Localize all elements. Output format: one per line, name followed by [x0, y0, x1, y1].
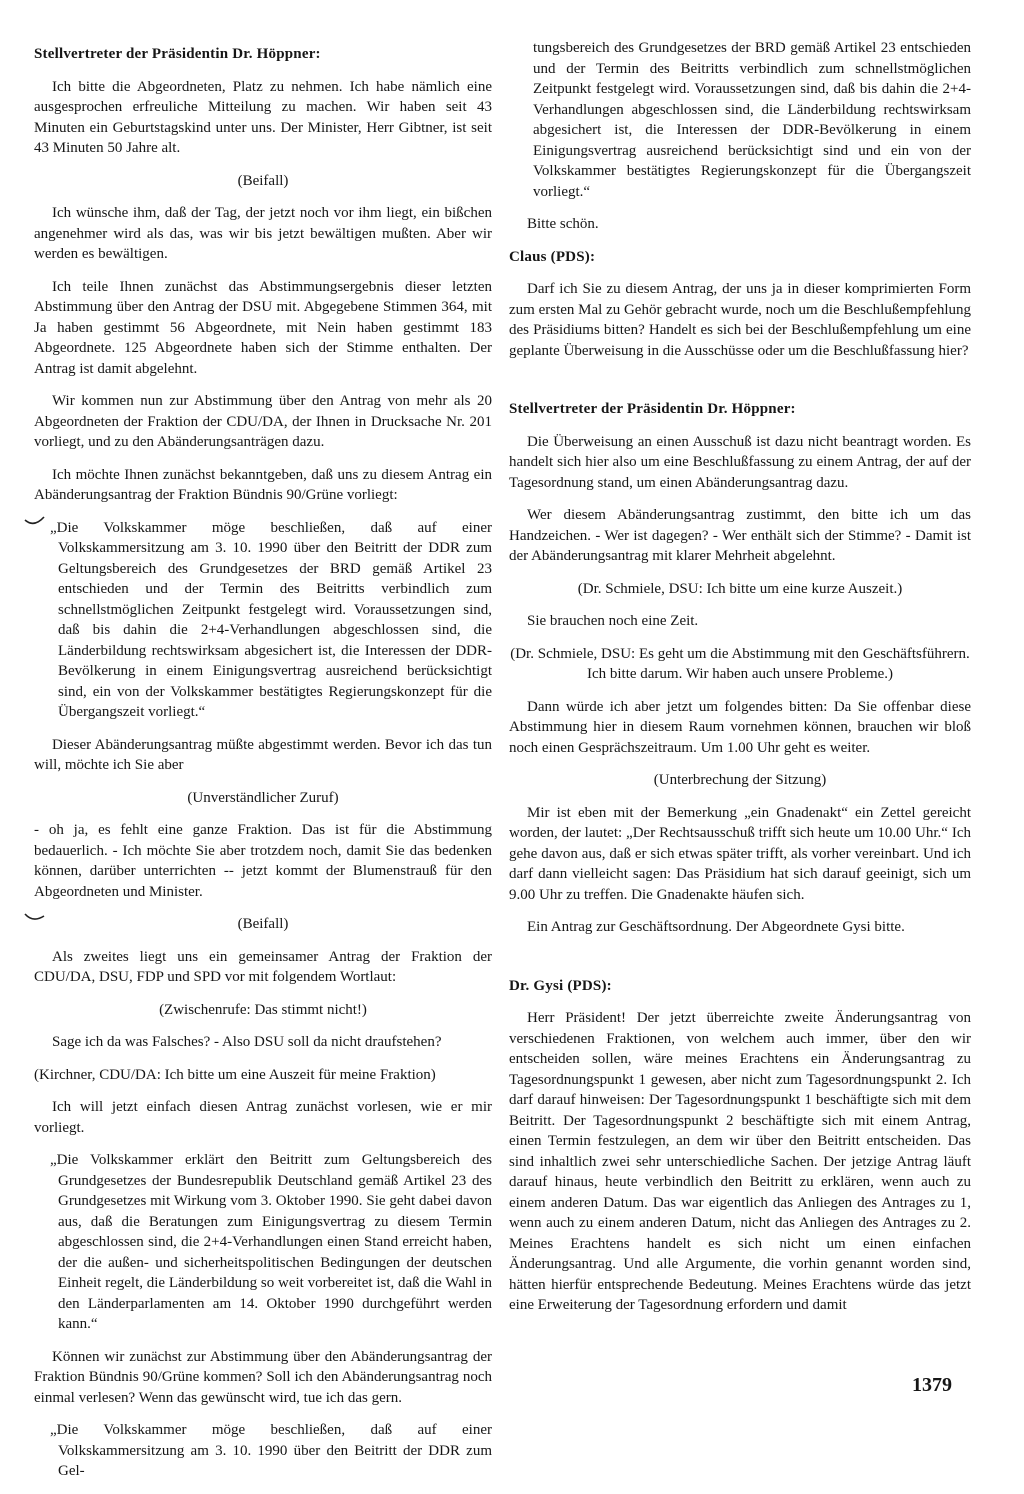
paragraph: Ich wünsche ihm, daß der Tag, der jetzt noch vor ihm liegt, ein bißchen angenehmer wird als das, was wir bis jetzt bewältigen mußten. Aber wir werden es bewältigen.	[34, 205, 492, 262]
paragraph: Herr Präsident! Der jetzt überreichte zweite Änderungsantrag von verschiedenen Fraktionen, von welchem auch immer, über den wir entscheiden sollen, wäre meines Erachtens ein Änderungsantrag zu Tagesordnungspunkt 1 gewesen, aber nicht zum Tagesordnungspunkt 2. Ich darf darauf hinweisen: Der Tagesordnungspunkt 1 beschäftigte sich mit dem Beitritt. Der Tagesordnungspunkt 2 beschäftigte sich mit einem Antrag, einen Termin festzulegen, an dem wir über den Beitritt entscheiden. Das sind inhaltlich zwei sehr unterschiedliche Sachen. Der jetzige Antrag läuft darauf hinaus, heute verbindlich den Beitritt zu erklären, wenn auch zu einem anderen Datum. Das war eigentlich das Anliegen des Antrages zu 1, wenn auch zu einem anderen Datum, nicht das Anliegen des Antrages zu 2. Meines Erachtens handelt es sich nicht um einen einfachen Änderungsantrag. Und alle Argumente, die vorhin genannt worden sind, hätten hierfür entsprechende Bedeutung. Meines Erachtens würde das jetzt eine Erweiterung der Tagesordnung erfordern und damit	[509, 1010, 971, 1313]
paragraph: Ich möchte Ihnen zunächst bekanntgeben, daß uns zu diesem Antrag ein Abänderungsantrag der Fraktion Bündnis 90/Grüne vorliegt:	[34, 466, 492, 503]
paragraph: Wir kommen nun zur Abstimmung über den Antrag von mehr als 20 Abgeordneten der Fraktion der CDU/DA, der Ihnen in Drucksache Nr. 201 vorliegt, und zu den Abänderungsanträgen dazu.	[34, 393, 492, 450]
speaker-heading: Stellvertreter der Präsidentin Dr. Höppner:	[34, 46, 321, 62]
paragraph: Bitte schön.	[527, 216, 599, 232]
paragraph: Sie brauchen noch eine Zeit.	[527, 613, 699, 629]
paragraph: Ein Antrag zur Geschäftsordnung. Der Abgeordnete Gysi bitte.	[527, 919, 905, 935]
stage-direction: (Beifall)	[237, 172, 289, 189]
quoted-motion: „Die Volkskammer möge beschließen, daß auf einer Volkskammersitzung am 3. 10. 1990 über den Beitritt der DDR zum Gel-	[50, 1422, 492, 1479]
interjection: (Kirchner, CDU/DA: Ich bitte um eine Auszeit für meine Fraktion)	[34, 1066, 436, 1083]
speaker-heading: Claus (PDS):	[509, 248, 596, 265]
margin-mark-icon	[24, 911, 46, 923]
page-number: 1379	[912, 1374, 952, 1396]
stage-direction: (Zwischenrufe: Das stimmt nicht!)	[159, 1001, 367, 1018]
paragraph: Sage ich da was Falsches? - Also DSU soll da nicht draufstehen?	[52, 1034, 442, 1050]
quoted-motion: „Die Volkskammer möge beschließen, daß auf einer Volkskammersitzung am 3. 10. 1990 über den Beitritt der DDR zum Geltungsbereich des Grundgesetzes der BRD gemäß Artikel 23 entschieden und der Termin des Beitritts verbindlich zum schnellstmöglichen Zeitpunkt festgelegt wird. Voraussetzungen sind, daß bis dahin die 2+4-Verhandlungen abgeschlossen sind, die Länderbildung rechtswirksam abgesichert ist, die Interessen der DDR-Bevölkerung in einem Einigungsvertrag ausreichend berücksichtigt sind, ein von der Volkskammer bestätigtes Regierungskonzept für die Übergangszeit vorliegt.“	[50, 519, 492, 720]
paragraph: Mir ist eben mit der Bemerkung „ein Gnadenakt“ ein Zettel gereicht worden, der lautet: „Der Rechtsausschuß trifft sich heute um 10.00 Uhr.“ Ich gehe davon aus, daß er sich etwas später trifft, als vorher vereinbart. Und ich darf dann vielleicht sagen: Das Präsidium hat sich darauf geeinigt, sich um 9.00 Uhr zu treffen. Die Gnadenakte häufen sich.	[509, 804, 971, 903]
paragraph: Ich teile Ihnen zunächst das Abstimmungsergebnis dieser letzten Abstimmung über den Antrag der DSU mit. Abgegebene Stimmen 364, mit Ja haben gestimmt 56 Abgeordnete, mit Nein haben gestimmt 183 Abgeordnete. 125 Abgeordnete haben sich der Stimme enthalten. Der Antrag ist damit abgelehnt.	[34, 278, 492, 377]
left-column	[34, 34, 492, 1494]
stage-direction: (Beifall)	[237, 916, 289, 932]
quoted-motion-continued: tungsbereich des Grundgesetzes der BRD gemäß Artikel 23 entschieden und der Termin des Beitritts verbindlich zum schnellstmöglichen Zeitpunkt festgelegt wird. Voraussetzungen sind, daß bis dahin die 2+4-Verhandlungen abgeschlossen sind, die Länderbildung rechtswirksam abgesichert ist, die Interessen der DDR-Bevölkerung in einem Einigungsvertrag ausreichend berücksichtigt sind und ein von der Volkskammer bestätigtes Regierungskonzept für die Übergangszeit vorliegt.“	[533, 40, 971, 200]
stage-direction: (Unterbrechung der Sitzung)	[653, 772, 827, 788]
quoted-motion: „Die Volkskammer erklärt den Beitritt zum Geltungsbereich des Grundgesetzes der Bundesrepublik Deutschland gemäß Artikel 23 des Grundgesetzes mit Wirkung vom 3. Oktober 1990. Sie geht dabei davon aus, daß die Beratungen zum Einigungsvertrag zu diesem Termin abgeschlossen sind, die 2+4-Verhandlungen einen Stand erreicht haben, der die außen- und sicherheitspolitischen Bedingungen der deutschen Einheit regelt, die Länderbildung so weit vorbereitet ist, daß die Wahl in den Länderparlamenten am 14. Oktober 1990 durchgeführt werden kann.“	[50, 1152, 492, 1332]
paragraph: Darf ich Sie zu diesem Antrag, der uns ja in dieser komprimierten Form zum ersten Mal zu Gehör gebracht wurde, noch um die Beschlußempfehlung des Präsidiums bitten? Handelt es sich bei der Beschlußempfehlung um eine geplante Überweisung in die Ausschüsse oder um die Beschlußfassung hier?	[509, 281, 971, 359]
stage-direction: (Unverständlicher Zuruf)	[187, 789, 339, 806]
right-column	[509, 38, 971, 1328]
stage-direction: (Dr. Schmiele, DSU: Es geht um die Abstimmung mit den Geschäftsführern. Ich bitte darum. Wir haben auch unsere Probleme.)	[510, 645, 970, 682]
paragraph: Dieser Abänderungsantrag müßte abgestimmt werden. Bevor ich das tun will, möchte ich Sie aber	[34, 736, 492, 773]
stage-direction: (Dr. Schmiele, DSU: Ich bitte um eine kurze Auszeit.)	[577, 580, 903, 597]
paragraph: Ich will jetzt einfach diesen Antrag zunächst vorlesen, wie er mir vorliegt.	[34, 1099, 492, 1136]
paragraph: - oh ja, es fehlt eine ganze Fraktion. Das ist für die Abstimmung bedauerlich. - Ich möchte Sie aber trotzdem noch, damit Sie das bedenken können, darüber unterrichten -- jetzt kommt der Blumenstrauß für den Abgeordneten und Minister.	[34, 822, 492, 900]
paragraph: Können wir zunächst zur Abstimmung über den Abänderungsantrag der Fraktion Bündnis 90/Grüne kommen? Soll ich den Abänderungsantrag noch einmal verlesen? Wenn das gewünscht wird, tue ich das gern.	[34, 1348, 492, 1406]
paragraph: Ich bitte die Abgeordneten, Platz zu nehmen. Ich habe nämlich eine ausgesprochen erfreuliche Mitteilung zu machen. Wir haben seit 43 Minuten ein Geburtstagskind unter uns. Der Minister, Herr Gibtner, ist seit 43 Minuten 50 Jahre alt.	[34, 78, 492, 156]
paragraph: Dann würde ich aber jetzt um folgendes bitten: Da Sie offenbar diese Abstimmung hier in diesem Raum vornehmen können, brauchen wir bloß noch einen Gesprächszeitraum. Um 1.00 Uhr geht es weiter.	[509, 698, 971, 756]
paragraph: Wer diesem Abänderungsantrag zustimmt, den bitte ich um das Handzeichen. - Wer ist dagegen? - Wer enthält sich der Stimme? - Damit ist der Abänderungsantrag mit klarer Mehrheit abgelehnt.	[509, 507, 971, 564]
margin-mark-icon	[24, 516, 46, 528]
speaker-heading: Dr. Gysi (PDS):	[509, 977, 612, 994]
paragraph: Als zweites liegt uns ein gemeinsamer Antrag der Fraktion der CDU/DA, DSU, FDP und SPD vor mit folgendem Wortlaut:	[34, 948, 492, 985]
paragraph: Die Überweisung an einen Ausschuß ist dazu nicht beantragt worden. Es handelt sich hier also um eine Beschlußfassung zu einem Antrag, der auf der Tagesordnung stand, um einen Abänderungsantrag dazu.	[509, 433, 971, 491]
speaker-heading: Stellvertreter der Präsidentin Dr. Höppner:	[509, 401, 796, 417]
